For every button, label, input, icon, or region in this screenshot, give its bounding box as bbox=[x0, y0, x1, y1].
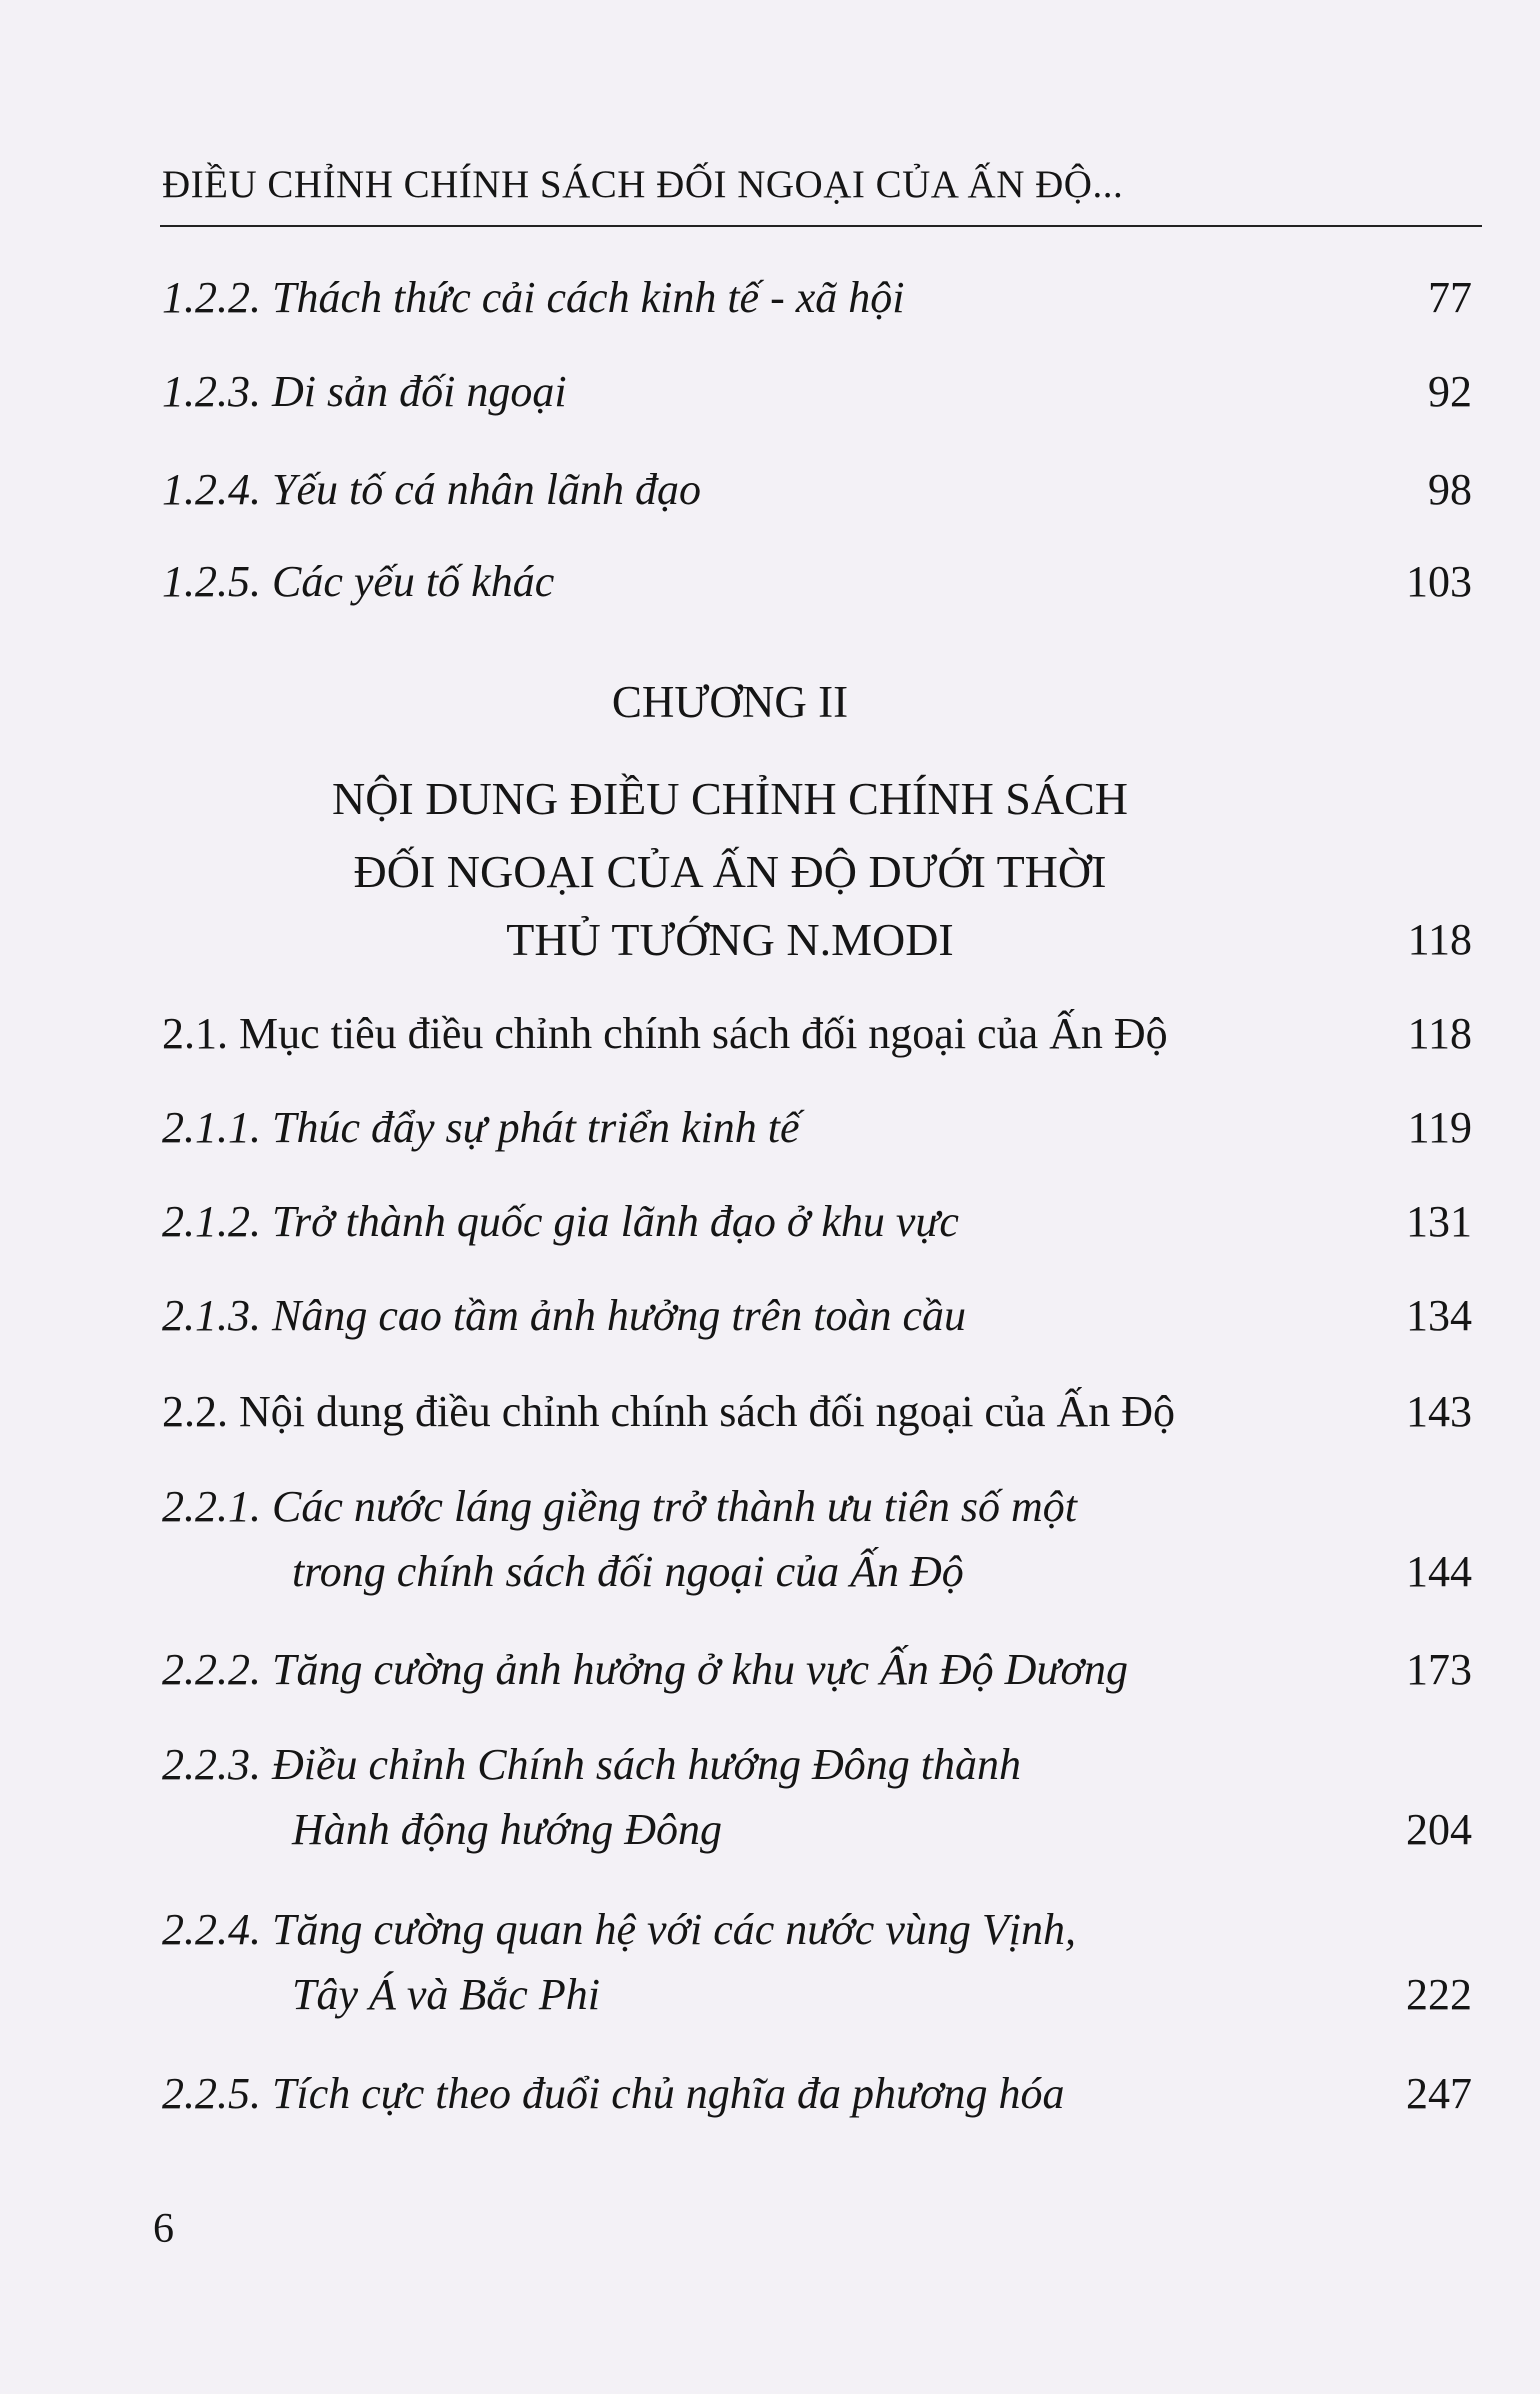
chapter-title-line: ĐỐI NGOẠI CỦA ẤN ĐỘ DƯỚI THỜI bbox=[353, 846, 1107, 897]
toc-entry-page: 77 bbox=[1428, 273, 1472, 322]
toc-entry-page: 144 bbox=[1406, 1547, 1472, 1596]
toc-entry-label-continuation: Hành động hướng Đông bbox=[292, 1805, 723, 1854]
toc-entry-label: 1.2.4. Yếu tố cá nhân lãnh đạo bbox=[162, 465, 701, 514]
toc-entry-label: 2.2.3. Điều chỉnh Chính sách hướng Đông thành bbox=[162, 1740, 1021, 1789]
header-rule bbox=[160, 225, 1482, 227]
toc-entry-label: 2.1.2. Trở thành quốc gia lãnh đạo ở khu vực bbox=[162, 1197, 959, 1246]
toc-entry-page: 173 bbox=[1406, 1645, 1472, 1694]
toc-entry-label: 2.2. Nội dung điều chỉnh chính sách đối ngoại của Ấn Độ bbox=[162, 1387, 1176, 1436]
toc-entry-page: 103 bbox=[1406, 557, 1472, 606]
toc-entry-page: 118 bbox=[1407, 1009, 1472, 1058]
toc-entry-label-continuation: Tây Á và Bắc Phi bbox=[292, 1970, 600, 2019]
chapter-title-line: NỘI DUNG ĐIỀU CHỈNH CHÍNH SÁCH bbox=[331, 773, 1128, 824]
page-number: 6 bbox=[153, 2206, 174, 2252]
toc-entry-page: 98 bbox=[1428, 465, 1472, 514]
toc-entry-page: 119 bbox=[1407, 1103, 1472, 1152]
toc-entry-label: 1.2.5. Các yếu tố khác bbox=[162, 557, 555, 606]
toc-entry-label: 2.2.2. Tăng cường ảnh hưởng ở khu vực Ấn Độ Dương bbox=[162, 1645, 1128, 1694]
toc-entry-label-continuation: trong chính sách đối ngoại của Ấn Độ bbox=[292, 1547, 964, 1596]
toc-entry-label: 2.2.1. Các nước láng giềng trở thành ưu tiên số một bbox=[162, 1482, 1078, 1531]
toc-entry-page: 204 bbox=[1406, 1805, 1472, 1854]
toc-entry-label: 2.2.4. Tăng cường quan hệ với các nước vùng Vịnh, bbox=[162, 1905, 1076, 1954]
toc-entry-page: 131 bbox=[1406, 1197, 1472, 1246]
toc-entry-page: 247 bbox=[1406, 2069, 1472, 2118]
chapter-page-number: 118 bbox=[1407, 915, 1472, 964]
toc-entry-label: 2.2.5. Tích cực theo đuổi chủ nghĩa đa phương hóa bbox=[162, 2069, 1065, 2118]
chapter-number: CHƯƠNG II bbox=[611, 677, 849, 727]
toc-entry-label: 1.2.2. Thách thức cải cách kinh tế - xã hội bbox=[162, 273, 905, 322]
toc-entry-page: 92 bbox=[1428, 367, 1472, 416]
toc-entry-label: 2.1.3. Nâng cao tầm ảnh hưởng trên toàn cầu bbox=[162, 1291, 966, 1340]
toc-entry-page: 222 bbox=[1406, 1970, 1472, 2019]
toc-entry-page: 143 bbox=[1406, 1387, 1472, 1436]
chapter-title-line: THỦ TƯỚNG N.MODI bbox=[506, 914, 954, 965]
toc-entry-label: 2.1. Mục tiêu điều chỉnh chính sách đối ngoại của Ấn Độ bbox=[162, 1009, 1168, 1058]
toc-entry-page: 134 bbox=[1406, 1291, 1472, 1340]
toc-entry-label: 2.1.1. Thúc đẩy sự phát triển kinh tế bbox=[162, 1103, 800, 1152]
running-header: ĐIỀU CHỈNH CHÍNH SÁCH ĐỐI NGOẠI CỦA ẤN ĐỘ... bbox=[162, 163, 1124, 206]
toc-entry-label: 1.2.3. Di sản đối ngoại bbox=[162, 367, 567, 416]
